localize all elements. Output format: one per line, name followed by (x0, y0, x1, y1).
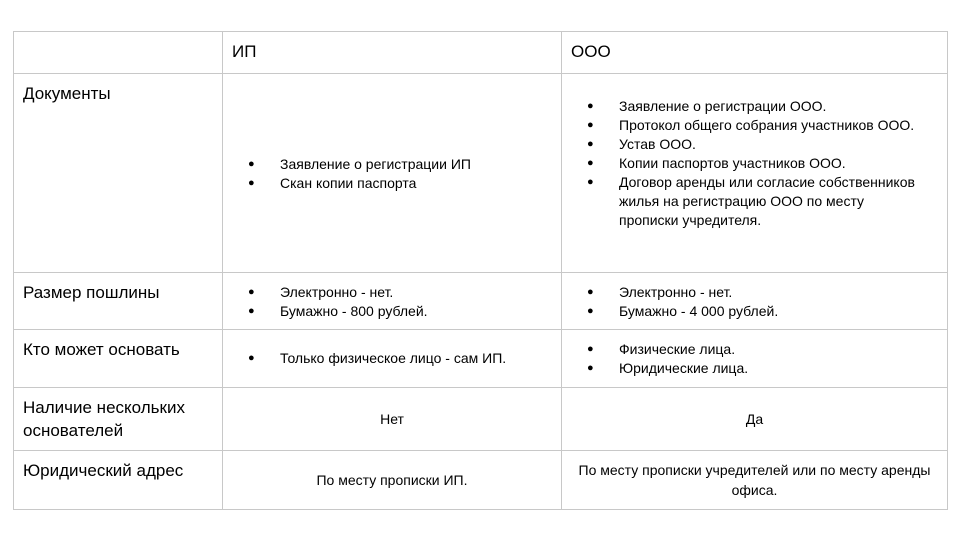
fee-ip-list (223, 283, 561, 321)
founder-ooo-list (562, 340, 947, 378)
cell-founder-ooo (562, 330, 948, 388)
cell-multiple-ip: Нет (223, 388, 562, 451)
header-ip: ИП (223, 32, 562, 74)
founder-ip-list (223, 349, 561, 368)
row-label-documents: Документы (14, 74, 223, 273)
header-ooo: ООО (562, 32, 948, 74)
list-item: ● Копии паспортов участников ООО. (562, 154, 919, 173)
list-item: ● Бумажно - 800 рублей. (223, 302, 561, 321)
fee-ooo-list (562, 283, 947, 321)
cell-address-ip: По месту прописки ИП. (223, 451, 562, 510)
cell-fee-ooo (562, 273, 948, 330)
row-label-founder: Кто может основать (14, 330, 223, 388)
cell-fee-ip (223, 273, 562, 330)
cell-address-ooo: По месту прописки учредителей или по месту аренды офиса. (562, 451, 948, 510)
cell-multiple-ooo: Да (562, 388, 948, 451)
list-item: ● Заявление о регистрации ООО. (562, 97, 919, 116)
row-label-fee: Размер пошлины (14, 273, 223, 330)
list-item: ● Устав ООО. (562, 135, 919, 154)
comparison-table (13, 31, 948, 510)
row-label-address: Юридический адрес (14, 451, 223, 510)
row-fee (14, 273, 948, 330)
list-item: ● Протокол общего собрания участников ООО. (562, 116, 919, 135)
row-founder (14, 330, 948, 388)
documents-ip-list (223, 155, 561, 193)
list-item: ● Бумажно - 4 000 рублей. (562, 302, 947, 321)
cell-founder-ip (223, 330, 562, 388)
documents-ooo-list (562, 97, 947, 230)
list-item: ● Физические лица. (562, 340, 947, 359)
list-item: ● Скан копии паспорта (223, 174, 561, 193)
cell-documents-ooo (562, 74, 948, 273)
list-item: ● Электронно - нет. (223, 283, 561, 302)
row-label-multiple: Наличие нескольких основателей (14, 388, 223, 451)
cell-documents-ip (223, 74, 562, 273)
header-row (14, 32, 948, 74)
list-item: ● Заявление о регистрации ИП (223, 155, 561, 174)
row-address (14, 451, 948, 510)
list-item: ● Электронно - нет. (562, 283, 947, 302)
list-item: ● Только физическое лицо - сам ИП. (223, 349, 561, 368)
list-item: ● Договор аренды или согласие собственников жилья на регистрацию ООО по месту прописки учредителя. (562, 173, 919, 230)
header-corner-cell (14, 32, 223, 74)
row-documents (14, 74, 948, 273)
list-item: ● Юридические лица. (562, 359, 947, 378)
row-multiple (14, 388, 948, 451)
